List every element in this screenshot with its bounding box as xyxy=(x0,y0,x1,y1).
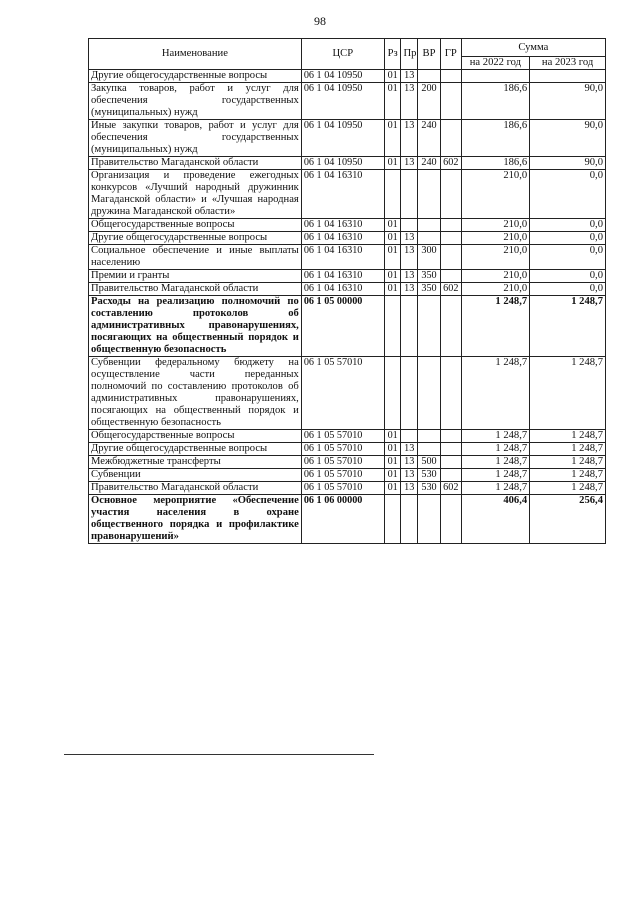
cell-rz: 01 xyxy=(384,245,401,270)
cell-pr: 13 xyxy=(401,456,418,469)
cell-sum-2023: 1 248,7 xyxy=(530,296,606,357)
header-pr: Пр xyxy=(401,39,418,70)
table-row xyxy=(89,469,606,482)
cell-name: Межбюджетные трансферты xyxy=(89,456,302,469)
cell-csr: 06 1 04 16310 xyxy=(301,232,384,245)
cell-sum-2022: 1 248,7 xyxy=(461,456,530,469)
header-gr: ГР xyxy=(440,39,461,70)
cell-vr xyxy=(418,219,441,232)
cell-name: Правительство Магаданской области xyxy=(89,482,302,495)
cell-pr: 13 xyxy=(401,270,418,283)
header-year-2023: на 2023 год xyxy=(530,57,606,70)
cell-csr: 06 1 05 57010 xyxy=(301,456,384,469)
cell-pr: 13 xyxy=(401,443,418,456)
cell-sum-2022: 210,0 xyxy=(461,245,530,270)
cell-sum-2023: 1 248,7 xyxy=(530,469,606,482)
table-row xyxy=(89,443,606,456)
cell-pr xyxy=(401,495,418,544)
cell-csr: 06 1 04 16310 xyxy=(301,170,384,219)
cell-sum-2022: 1 248,7 xyxy=(461,482,530,495)
cell-csr: 06 1 05 00000 xyxy=(301,296,384,357)
cell-sum-2022: 186,6 xyxy=(461,120,530,157)
cell-csr: 06 1 04 10950 xyxy=(301,70,384,83)
cell-sum-2023: 0,0 xyxy=(530,232,606,245)
cell-rz: 01 xyxy=(384,157,401,170)
cell-vr xyxy=(418,357,441,430)
cell-rz xyxy=(384,170,401,219)
cell-sum-2023: 0,0 xyxy=(530,245,606,270)
cell-name: Другие общегосударственные вопросы xyxy=(89,232,302,245)
cell-gr xyxy=(440,495,461,544)
header-vr: ВР xyxy=(418,39,441,70)
cell-vr: 240 xyxy=(418,120,441,157)
header-year-2022: на 2022 год xyxy=(461,57,530,70)
cell-gr: 602 xyxy=(440,157,461,170)
cell-vr: 240 xyxy=(418,157,441,170)
table-row xyxy=(89,245,606,270)
cell-gr xyxy=(440,430,461,443)
cell-name: Правительство Магаданской области xyxy=(89,157,302,170)
table-row xyxy=(89,283,606,296)
cell-gr xyxy=(440,170,461,219)
cell-sum-2022: 1 248,7 xyxy=(461,296,530,357)
cell-rz: 01 xyxy=(384,70,401,83)
table-row xyxy=(89,430,606,443)
cell-csr: 06 1 04 10950 xyxy=(301,120,384,157)
cell-sum-2022: 1 248,7 xyxy=(461,443,530,456)
cell-name: Расходы на реализацию полномочий по составлению протоколов об административных правонарушениях, посягающих на общественный порядок и общественную безопасность xyxy=(89,296,302,357)
cell-rz: 01 xyxy=(384,469,401,482)
table-row xyxy=(89,495,606,544)
cell-vr: 530 xyxy=(418,469,441,482)
cell-sum-2023: 90,0 xyxy=(530,120,606,157)
cell-name: Основное мероприятие «Обеспечение участия населения в охране общественного порядка и профилактике правонарушений» xyxy=(89,495,302,544)
cell-rz: 01 xyxy=(384,283,401,296)
cell-sum-2022: 210,0 xyxy=(461,170,530,219)
cell-vr: 500 xyxy=(418,456,441,469)
cell-sum-2022: 1 248,7 xyxy=(461,469,530,482)
cell-vr: 530 xyxy=(418,482,441,495)
cell-name: Общегосударственные вопросы xyxy=(89,430,302,443)
cell-vr xyxy=(418,232,441,245)
cell-gr: 602 xyxy=(440,482,461,495)
cell-pr xyxy=(401,430,418,443)
cell-sum-2023: 1 248,7 xyxy=(530,430,606,443)
cell-pr xyxy=(401,357,418,430)
cell-sum-2022: 406,4 xyxy=(461,495,530,544)
cell-pr: 13 xyxy=(401,232,418,245)
cell-vr: 350 xyxy=(418,283,441,296)
header-rz: Рз xyxy=(384,39,401,70)
cell-gr xyxy=(440,456,461,469)
cell-csr: 06 1 06 00000 xyxy=(301,495,384,544)
cell-sum-2023: 0,0 xyxy=(530,170,606,219)
cell-gr xyxy=(440,469,461,482)
table-row xyxy=(89,456,606,469)
cell-sum-2023: 0,0 xyxy=(530,219,606,232)
cell-gr xyxy=(440,245,461,270)
cell-sum-2023: 0,0 xyxy=(530,283,606,296)
cell-csr: 06 1 05 57010 xyxy=(301,357,384,430)
cell-csr: 06 1 05 57010 xyxy=(301,482,384,495)
cell-pr xyxy=(401,219,418,232)
cell-gr xyxy=(440,296,461,357)
cell-name: Субвенции xyxy=(89,469,302,482)
cell-name: Иные закупки товаров, работ и услуг для обеспечения государственных (муниципальных) нужд xyxy=(89,120,302,157)
cell-gr xyxy=(440,443,461,456)
table-row xyxy=(89,120,606,157)
cell-rz: 01 xyxy=(384,232,401,245)
cell-sum-2023: 90,0 xyxy=(530,157,606,170)
cell-name: Социальное обеспечение и иные выплаты населению xyxy=(89,245,302,270)
table-row xyxy=(89,482,606,495)
cell-vr: 200 xyxy=(418,83,441,120)
cell-name: Другие общегосударственные вопросы xyxy=(89,443,302,456)
header-sum: Сумма xyxy=(461,39,605,57)
cell-sum-2022: 1 248,7 xyxy=(461,357,530,430)
cell-sum-2023: 1 248,7 xyxy=(530,482,606,495)
cell-gr xyxy=(440,70,461,83)
cell-gr xyxy=(440,219,461,232)
cell-csr: 06 1 04 10950 xyxy=(301,83,384,120)
cell-pr: 13 xyxy=(401,283,418,296)
page-number: 98 xyxy=(314,14,326,28)
cell-gr xyxy=(440,120,461,157)
cell-name: Другие общегосударственные вопросы xyxy=(89,70,302,83)
cell-vr xyxy=(418,495,441,544)
table-row xyxy=(89,270,606,283)
cell-name: Субвенции федеральному бюджету на осуществление части переданных полномочий по составлению протоколов об административных правонарушениях, посягающих на общественный порядок и общественную безопасность xyxy=(89,357,302,430)
cell-sum-2023 xyxy=(530,70,606,83)
cell-vr: 350 xyxy=(418,270,441,283)
cell-rz xyxy=(384,357,401,430)
cell-gr xyxy=(440,270,461,283)
cell-gr: 602 xyxy=(440,283,461,296)
table-row xyxy=(89,83,606,120)
cell-sum-2023: 1 248,7 xyxy=(530,443,606,456)
cell-vr xyxy=(418,70,441,83)
cell-sum-2023: 0,0 xyxy=(530,270,606,283)
cell-csr: 06 1 04 10950 xyxy=(301,157,384,170)
cell-gr xyxy=(440,83,461,120)
cell-rz: 01 xyxy=(384,83,401,120)
table-row xyxy=(89,357,606,430)
cell-rz: 01 xyxy=(384,482,401,495)
cell-rz xyxy=(384,495,401,544)
cell-pr: 13 xyxy=(401,245,418,270)
table-row xyxy=(89,219,606,232)
cell-name: Общегосударственные вопросы xyxy=(89,219,302,232)
cell-sum-2023: 256,4 xyxy=(530,495,606,544)
cell-pr xyxy=(401,170,418,219)
table-row xyxy=(89,232,606,245)
cell-name: Премии и гранты xyxy=(89,270,302,283)
cell-rz: 01 xyxy=(384,443,401,456)
cell-gr xyxy=(440,232,461,245)
header-csr: ЦСР xyxy=(301,39,384,70)
table-row xyxy=(89,157,606,170)
cell-gr xyxy=(440,357,461,430)
cell-sum-2023: 1 248,7 xyxy=(530,456,606,469)
cell-rz: 01 xyxy=(384,430,401,443)
cell-sum-2022 xyxy=(461,70,530,83)
cell-name: Организация и проведение ежегодных конкурсов «Лучший народный дружинник Магаданской области» и «Лучшая народная дружина Магаданской области» xyxy=(89,170,302,219)
budget-table xyxy=(88,38,606,544)
cell-sum-2023: 1 248,7 xyxy=(530,357,606,430)
cell-pr: 13 xyxy=(401,120,418,157)
header-name: Наименование xyxy=(89,39,302,70)
cell-rz xyxy=(384,296,401,357)
cell-vr xyxy=(418,430,441,443)
cell-rz: 01 xyxy=(384,219,401,232)
cell-csr: 06 1 04 16310 xyxy=(301,219,384,232)
cell-pr: 13 xyxy=(401,83,418,120)
cell-sum-2022: 210,0 xyxy=(461,270,530,283)
cell-pr: 13 xyxy=(401,157,418,170)
table-row xyxy=(89,70,606,83)
cell-csr: 06 1 04 16310 xyxy=(301,245,384,270)
table-row xyxy=(89,170,606,219)
footer-divider xyxy=(64,754,374,755)
cell-csr: 06 1 05 57010 xyxy=(301,443,384,456)
table-row xyxy=(89,296,606,357)
cell-name: Правительство Магаданской области xyxy=(89,283,302,296)
cell-pr xyxy=(401,296,418,357)
cell-sum-2023: 90,0 xyxy=(530,83,606,120)
cell-vr: 300 xyxy=(418,245,441,270)
cell-sum-2022: 210,0 xyxy=(461,283,530,296)
cell-sum-2022: 210,0 xyxy=(461,219,530,232)
cell-csr: 06 1 05 57010 xyxy=(301,430,384,443)
cell-pr: 13 xyxy=(401,482,418,495)
cell-name: Закупка товаров, работ и услуг для обеспечения государственных (муниципальных) нужд xyxy=(89,83,302,120)
cell-csr: 06 1 04 16310 xyxy=(301,283,384,296)
cell-csr: 06 1 05 57010 xyxy=(301,469,384,482)
cell-vr xyxy=(418,443,441,456)
cell-sum-2022: 186,6 xyxy=(461,83,530,120)
cell-rz: 01 xyxy=(384,120,401,157)
cell-sum-2022: 1 248,7 xyxy=(461,430,530,443)
cell-pr: 13 xyxy=(401,70,418,83)
cell-csr: 06 1 04 16310 xyxy=(301,270,384,283)
cell-vr xyxy=(418,296,441,357)
cell-vr xyxy=(418,170,441,219)
cell-sum-2022: 186,6 xyxy=(461,157,530,170)
cell-rz: 01 xyxy=(384,270,401,283)
cell-pr: 13 xyxy=(401,469,418,482)
table-body xyxy=(89,70,606,544)
cell-sum-2022: 210,0 xyxy=(461,232,530,245)
cell-rz: 01 xyxy=(384,456,401,469)
